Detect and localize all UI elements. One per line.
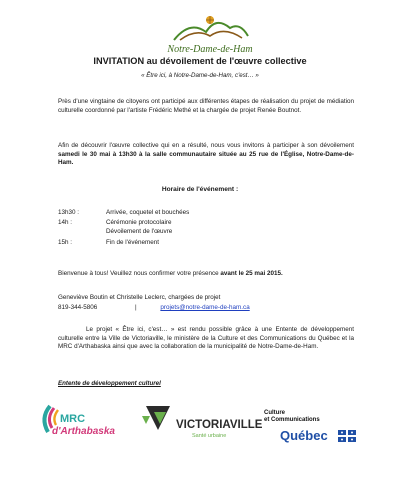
schedule-desc: Fin de l'événement [106,239,160,246]
logo-text: Notre-Dame-de-Ham [167,44,253,55]
victo-tag: Santé urbaine [192,433,227,439]
mrc-arthabaska-logo [38,398,128,442]
schedule-title: Horaire de l'événement : [161,186,239,193]
rsvp-deadline: avant le 25 mai 2015. [220,270,283,277]
schedule-desc: Cérémonie protocolaire [106,219,172,226]
mrc-line2: d'Arthabaska [52,426,115,437]
quebec-line1: Culture [264,410,285,416]
intro-paragraph-1: Près d'une vingtaine de citoyens ont participé aux différentes étapes de réalisation du projet de médiation culturelle coordonné par l'artiste Frédéric Methé et la chargée de projet Renée Boutnot. [58,98,354,114]
rsvp-text [58,270,354,279]
mrc-line1: MRC [60,413,86,425]
victoriaville-logo [140,402,263,444]
contact-names: Geneviève Boutin et Christelle Leclerc, chargées de projet [58,294,221,301]
contact-line [58,304,250,311]
contact-separator: | [134,304,137,311]
quebec-line2: et Communications [264,417,320,423]
funding-paragraph: Le projet « Être ici, c'est… » est rendu possible grâce à une Entente de développement culturelle entre la Ville de Victoriaville, le ministère de la Culture et des Communications du Québec et la MRC d'Arthabaska ainsi que avec la collaboration de la municipalité de Notre-Dame-de-Ham. [58,326,354,351]
culture-communications-quebec-logo [262,406,358,446]
notre-dame-de-ham-logo [160,6,260,58]
page-subtitle: « Être ici, à Notre-Dame-de-Ham, c'est… » [141,72,259,79]
rsvp-lead: Bienvenue à tous! Veuillez nous confirmer votre présence [58,270,221,277]
schedule-desc: Arrivée, coquetel et bouchées [106,209,190,216]
contact-email-link[interactable]: projets@notre-dame-de-ham.ca [160,304,250,311]
event-date-location: samedi le 30 mai à 13h30 à la salle communautaire située au 25 rue de l'Église, Notre-Dame-de-Ham. [58,150,354,167]
schedule-time: 15h : [58,239,73,246]
contact-phone: 819-344-5806 [58,304,98,311]
schedule-time: 14h : [58,219,73,226]
schedule-desc: Dévoilement de l'œuvre [106,228,173,235]
quebec-name: Québec [280,428,328,443]
page-title: INVITATION au dévoilement de l'œuvre collective [93,56,307,66]
victo-name: VICTORIAVILLE [176,419,263,431]
partners-title: Entente de développement culturel [58,380,161,387]
schedule-time: 13h30 : [58,209,80,216]
intro-paragraph-2-lead: Afin de découvrir l'œuvre collective qui en a résulté, nous vous invitons à participer à son dévoilement [58,142,354,149]
intro-paragraph-2 [58,142,354,168]
